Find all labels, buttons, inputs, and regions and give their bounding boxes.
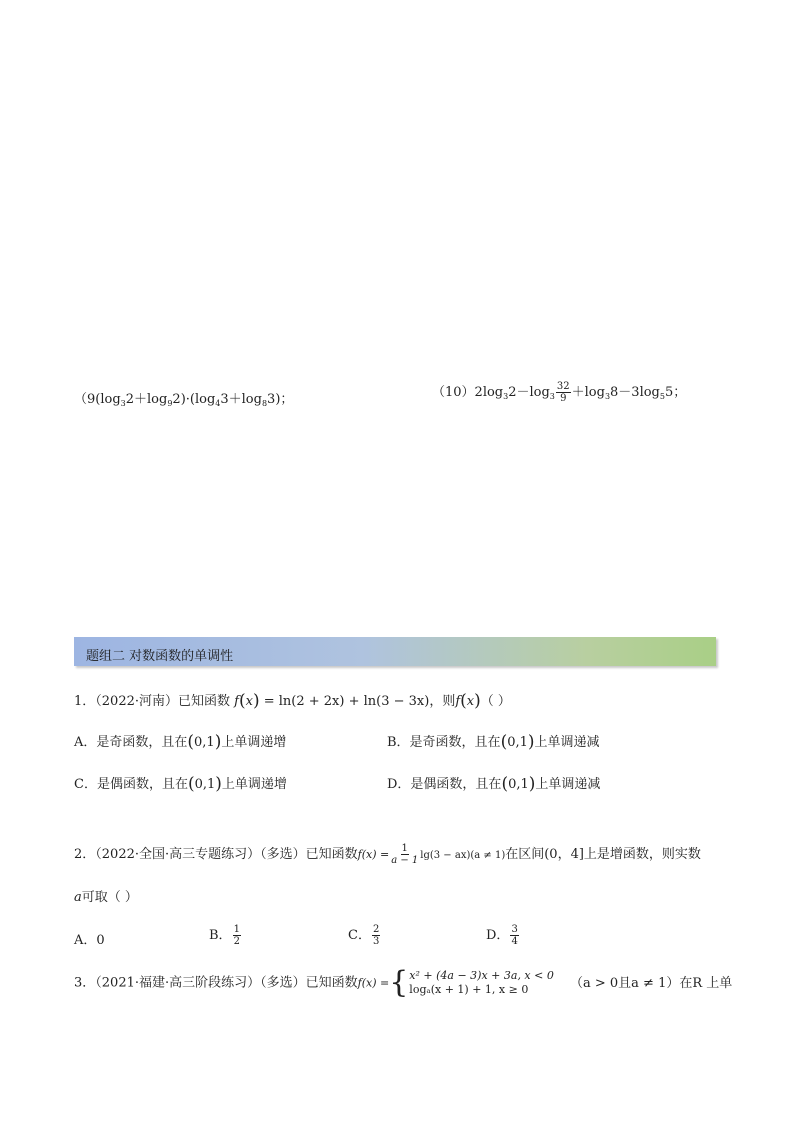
paren: ( [238,691,246,711]
section-banner [74,637,716,666]
fraction [510,924,518,947]
exercise-9 [74,388,293,408]
variable: a [74,890,82,905]
option-text: 上单调递减 [534,735,600,750]
fraction-denominator: 9 [560,393,567,404]
fraction-denominator: a − 1 [391,855,419,866]
variable: x [245,694,253,709]
question-text: ，则 [429,694,456,709]
function-symbol: f(x) = [357,976,390,990]
option-text: B． [209,928,232,943]
question-text: 可取（ ） [81,890,138,905]
question-2-option-a[interactable] [74,929,105,948]
option-text: D．是偶函数，且在 [387,777,502,792]
variable: x [466,694,475,709]
question-1-option-d[interactable] [387,773,600,794]
interval: 0,1 [507,735,528,750]
piecewise-cases [409,969,554,997]
fraction [556,381,571,404]
exercise-9-text: 2)·(log [172,392,216,407]
question-2-stem [74,843,701,866]
question-3-stem [74,965,733,1000]
option-text: 上单调递减 [535,777,601,792]
paren: ) [474,691,481,711]
question-text: （a > 0且a ≠ 1）在R 上单 [569,975,733,991]
paren: ( [187,732,195,752]
question-text: 3．（2021·福建·高三阶段练习）（多选）已知函数 [74,975,358,991]
fraction-denominator: 3 [372,936,380,947]
question-1-option-b[interactable] [387,731,600,752]
log-base: 8 [261,399,268,408]
paren: ( [460,691,467,711]
exercise-10-text: 2－log [508,385,550,400]
paren: ) [215,774,222,794]
option-text: C．是偶函数，且在 [74,777,188,792]
option-text: 上单调递增 [221,777,287,792]
brace-icon: { [389,965,409,1000]
paren: ) [252,691,260,711]
interval: 0,1 [508,777,529,792]
fraction-numerator: 1 [401,843,408,854]
option-text: A．是奇函数，且在 [74,735,188,750]
exercise-9-text: 3＋log [220,392,262,407]
question-1-stem [74,690,511,711]
question-1-option-a[interactable] [74,731,286,752]
option-text: 上单调递增 [221,735,287,750]
question-2-option-d[interactable] [486,924,520,947]
option-text: D． [486,928,510,943]
log-base: 3 [120,399,126,408]
option-text: A．0 [74,933,105,948]
exercise-10-text: ＋log [571,385,605,400]
case-row: logₐ(x + 1) + 1, x ≥ 0 [409,983,529,996]
formula: = ln(2 + 2x) + ln(3 − 3x) [263,694,430,709]
log-base: 3 [503,392,509,401]
fraction-numerator: 2 [372,924,380,935]
fraction-denominator: 4 [511,936,518,947]
question-1-option-c[interactable] [74,773,287,794]
log-base: 4 [215,399,221,408]
fraction [390,843,419,866]
fraction-numerator: 3 [511,924,518,935]
function-symbol: f(x) = [357,848,390,861]
exercise-10-text: 5； [664,385,687,400]
question-text: 在区间(0，4]上是增函数，则实数 [505,847,701,862]
exercise-9-text: （9(log [74,392,121,407]
question-text: 1．（2022·河南）已知函数 [74,694,230,709]
exercise-10-text: （10）2log [432,385,504,400]
question-2-line2 [74,886,138,905]
option-text: B．是奇函数，且在 [387,735,501,750]
log-base: 3 [549,392,555,401]
question-2-option-b[interactable] [209,924,242,947]
option-text: C． [348,928,371,943]
question-text: 2．（2022·全国·高三专题练习）（多选）已知函数 [74,847,358,862]
log-base: 5 [659,392,665,401]
question-text: （ ） [480,694,511,709]
fraction-denominator: 2 [233,936,240,947]
fraction [233,924,241,947]
exercise-9-text: 2＋log [125,392,168,407]
paren: ) [527,732,535,752]
fraction-numerator: 1 [233,924,240,935]
question-2-option-c[interactable] [348,924,381,947]
interval: 0,1 [194,777,216,792]
log-base: 3 [604,392,611,401]
exercise-10 [432,381,686,404]
paren: ( [500,732,508,752]
fraction-numerator: 32 [556,381,570,392]
exercise-9-text: 3)； [267,392,294,407]
log-base: 9 [167,399,173,408]
paren: ( [187,774,195,794]
function-symbol: f [455,694,461,709]
case-row: x² + (4a − 3)x + 3a, x < 0 [409,969,554,982]
paren: ) [214,732,222,752]
interval: 0,1 [194,735,215,750]
paren: ( [501,774,509,794]
fraction [372,924,380,947]
formula: lg(3 − ax)(a ≠ 1) [420,850,506,861]
exercise-10-text: 8－3log [610,385,660,400]
section-title: 题组二 对数函数的单调性 [86,649,234,664]
function-symbol: f [234,694,239,709]
paren: ) [528,774,536,794]
